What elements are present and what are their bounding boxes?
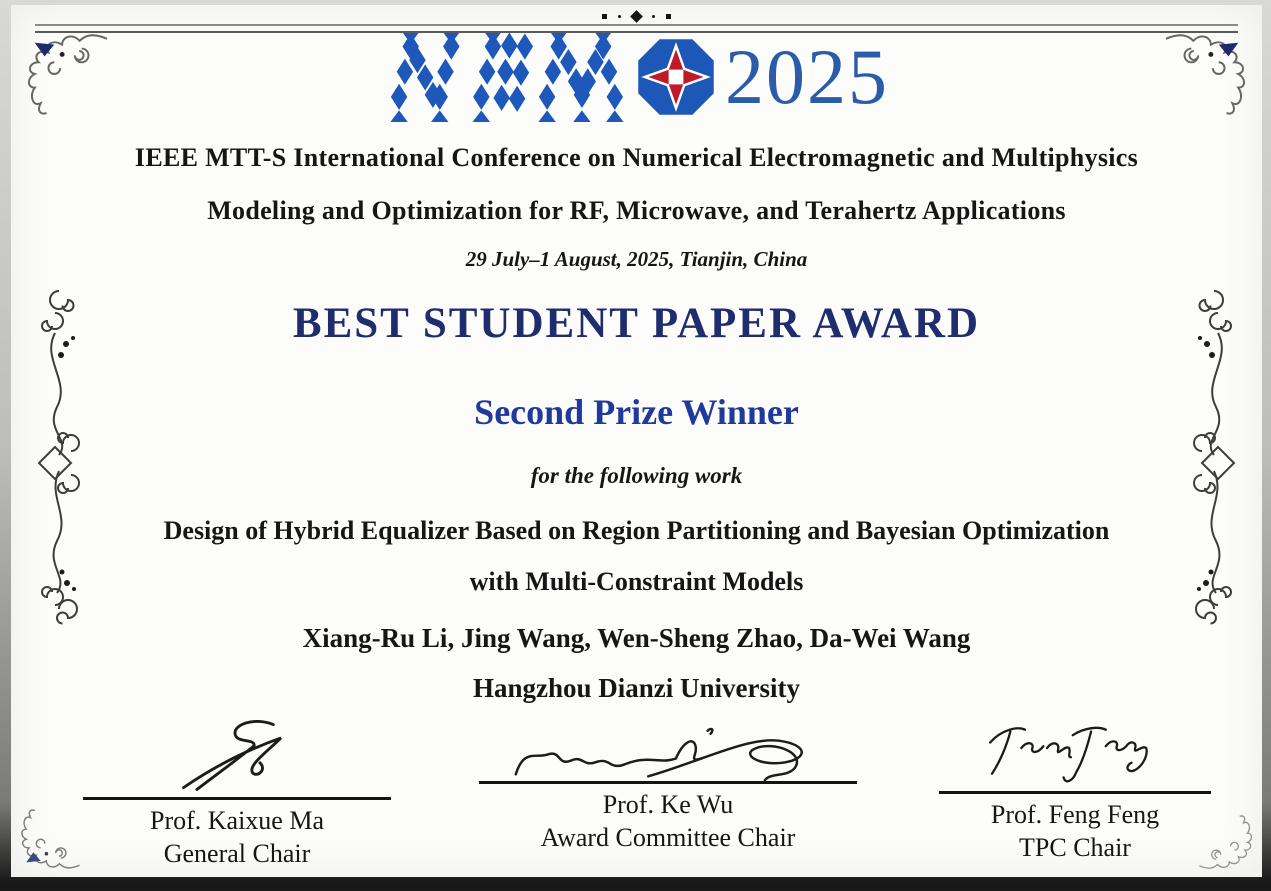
signer-role: TPC Chair — [1019, 832, 1131, 862]
signature-kaixue-ma-icon — [152, 715, 322, 801]
nemo-letters-icon — [384, 33, 627, 122]
conference-title-line1: IEEE MTT-S International Conference on Numerical Electromagnetic and Multiphysics — [134, 143, 1139, 172]
prize-level: Second Prize Winner — [474, 392, 799, 432]
signature-line — [83, 797, 391, 800]
signer-role: Award Committee Chair — [540, 822, 796, 852]
signature-line — [479, 781, 857, 784]
affiliation: Hangzhou Dianzi University — [472, 673, 801, 703]
signature-feng-feng-icon — [963, 715, 1188, 793]
lead-in-text: for the following work — [530, 463, 743, 488]
corner-flourish-icon — [19, 809, 81, 871]
conference-date-location: 29 July–1 August, 2025, Tianjin, China — [465, 247, 808, 271]
conference-title-line2: Modeling and Optimization for RF, Microwave, and Terahertz Applications — [207, 196, 1066, 225]
certificate — [11, 5, 1262, 877]
signer-name: Prof. Kaixue Ma — [149, 806, 324, 835]
nemo-compass-icon — [635, 36, 717, 118]
paper-title-line2: with Multi-Constraint Models — [469, 567, 804, 596]
signature-ke-wu-icon — [498, 715, 838, 799]
paper-authors: Xiang-Ru Li, Jing Wang, Wen-Sheng Zhao, Da-Wei Wang — [302, 623, 971, 653]
logo-year: 2025 — [725, 33, 889, 120]
award-title: BEST STUDENT PAPER AWARD — [292, 300, 981, 347]
signer-name: Prof. Ke Wu — [602, 790, 734, 819]
signer-role: General Chair — [163, 838, 311, 868]
signature-line — [939, 791, 1211, 794]
nemo-2025-logo — [11, 29, 1262, 125]
signature-block-award-committee-chair — [479, 715, 857, 854]
paper-title-line1: Design of Hybrid Equalizer Based on Region Partitioning and Bayesian Optimization — [163, 516, 1110, 545]
signature-block-tpc-chair — [939, 715, 1211, 864]
signer-name: Prof. Feng Feng — [990, 800, 1160, 829]
signature-block-general-chair — [83, 715, 391, 870]
top-dots-ornament — [11, 9, 1262, 23]
